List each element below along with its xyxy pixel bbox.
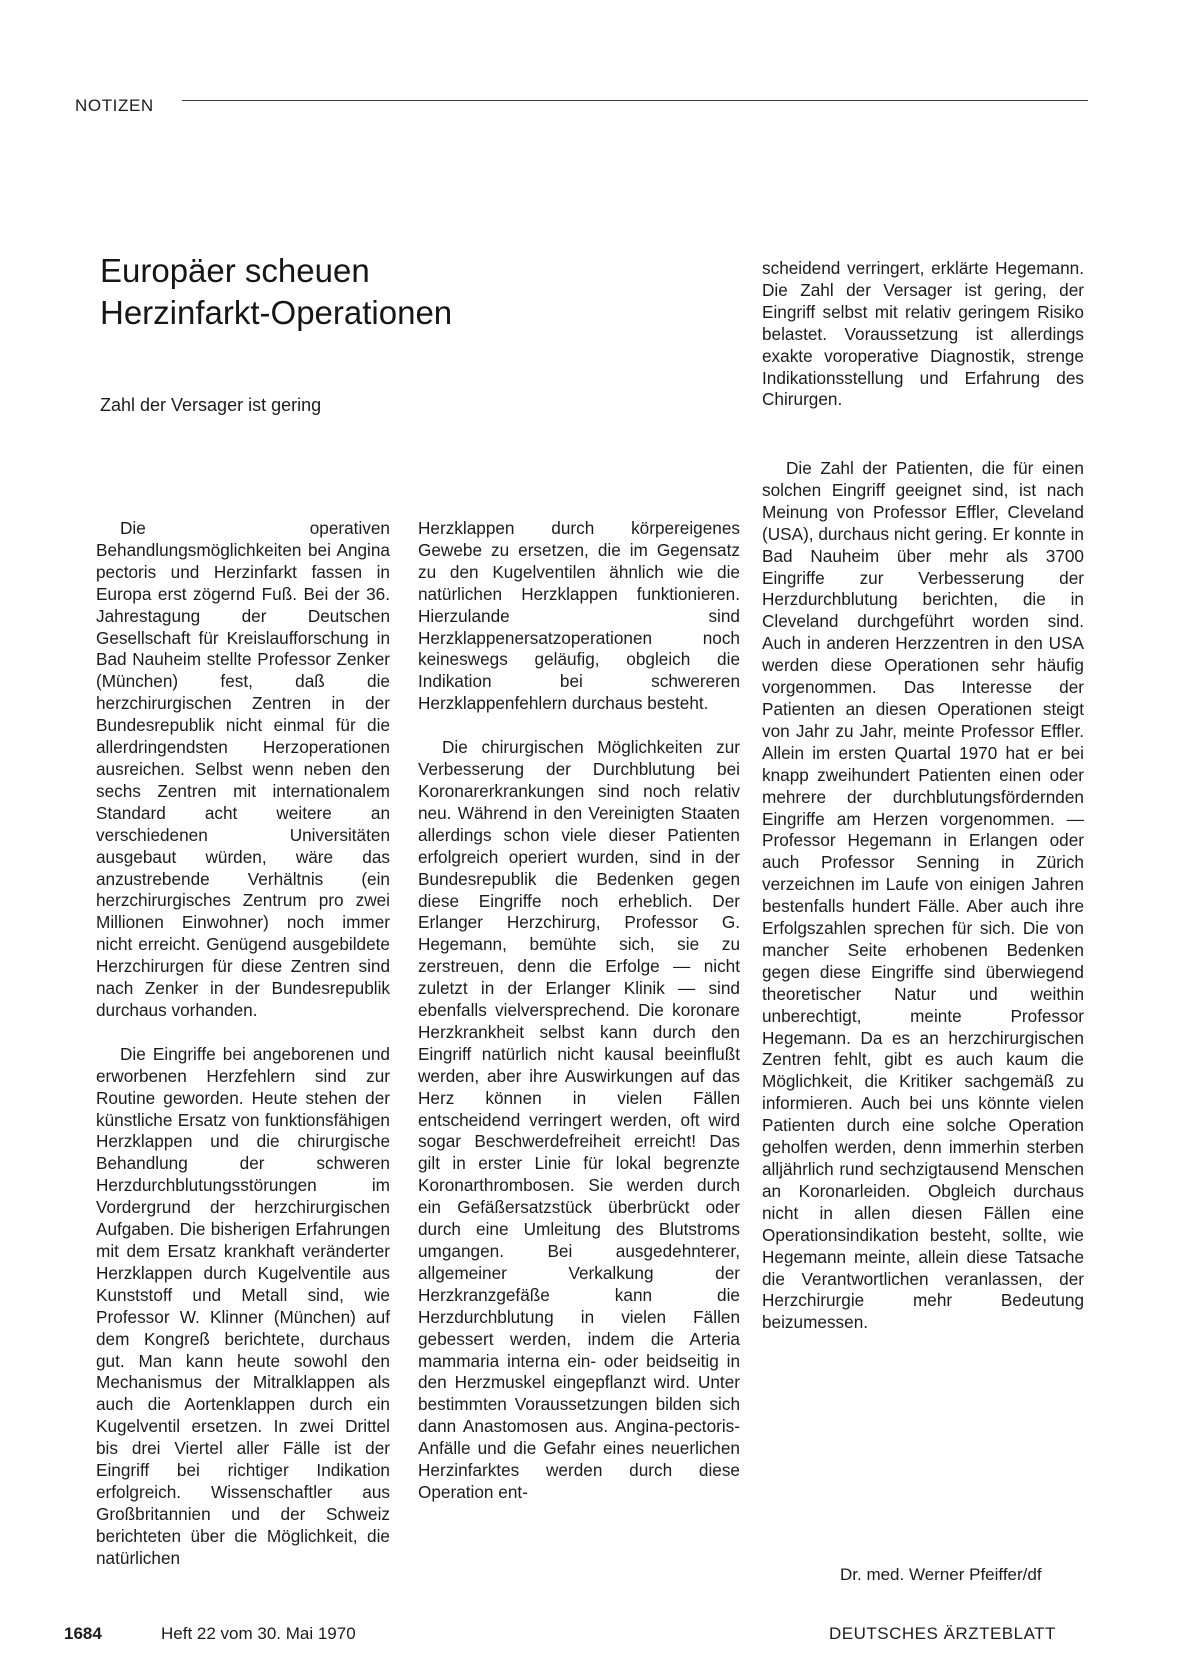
paragraph: Herzklappen durch körpereigenes Gewebe zu ersetzen, die im Gegensatz zu den Kugelventilen ähnlich wie die natürlichen Herzklappen funktionieren. Hierzulande sind Herzklappenersatzoperationen noch keineswegs geläufig, obgleich die Indikation bei schwereren Herzklappenfehlern durchaus besteht.	[418, 518, 740, 714]
article-subtitle: Zahl der Versager ist gering	[100, 395, 322, 415]
issue-info: Heft 22 vom 30. Mai 1970	[161, 1624, 356, 1643]
article-title-line-2: Herzinfarkt-Operationen	[100, 294, 453, 331]
section-rule	[182, 100, 1088, 101]
journal-name: DEUTSCHES ÄRZTEBLATT	[829, 1624, 1056, 1643]
text-column-1	[96, 518, 390, 1570]
text-column-2	[418, 518, 740, 1504]
paragraph: Die operativen Behandlungsmöglichkeiten bei Angina pectoris und Herzinfarkt fassen in Europa erst zögernd Fuß. Bei der 36. Jahrestagung der Deutschen Gesellschaft für Kreislaufforschung in Bad Nauheim stellte Professor Zenker (München) fest, daß die herzchirurgischen Zentren in der Bundesrepublik nicht einmal für die allerdringendsten Herzoperationen ausreichen. Selbst wenn neben den sechs Zentren mit internationalem Standard acht weitere an verschiedenen Universitäten ausgebaut würden, wäre das anzustrebende Verhältnis (ein herzchirurgisches Zentrum pro zwei Millionen Einwohner) noch immer nicht erreicht. Genügend ausgebildete Herzchirurgen für diese Zentren sind nach Zenker in der Bundesrepublik durchaus vorhanden.	[96, 518, 390, 1020]
paragraph: Die Zahl der Patienten, die für einen solchen Eingriff geeignet sind, ist nach Meinung von Professor Effler, Cleveland (USA), durchaus nicht gering. Er konnte in Bad Nauheim über mehr als 3700 Eingriffe zur Verbesserung der Herzdurchblutung berichten, die in Cleveland durchgeführt worden sind. Auch in anderen Herzzentren in den USA werden diese Operationen sehr häufig vorgenommen. Das Interesse der Patienten an diesen Operationen steigt von Jahr zu Jahr, meinte Professor Effler. Allein im ersten Quartal 1970 hat er bei knapp zweihundert Patienten einen oder mehrere der durchblutungsfördernden Eingriffe am Herzen vorgenommen. — Professor Hegemann in Erlangen oder auch Professor Senning in Zürich verzeichnen im Laufe von einigen Jahren bestenfalls hundert Fälle. Aber auch ihre Erfolgszahlen sprechen für sich. Die von mancher Seite erhobenen Bedenken gegen diese Eingriffe sind überwiegend theoretischer Natur und weithin unberechtigt, meinte Professor Hegemann. Da es an herzchirurgischen Zentren fehlt, gibt es auch kaum die Möglichkeit, die Kritiker sachgemäß zu informieren. Auch bei uns könnte vielen Patienten durch eine solche Operation geholfen werden, denn immerhin sterben alljährlich rund sechzigtausend Menschen an Koronarleiden. Obgleich durchaus nicht in allen diesen Fällen eine Operationsindikation besteht, sollte, wie Hegemann meinte, allein diese Tatsache die Verantwortlichen veranlassen, der Herzchirurgie mehr Bedeutung beizumessen.	[762, 458, 1084, 1333]
paragraph: scheidend verringert, erklärte Hegemann. Die Zahl der Versager ist gering, der Eingriff selbst mit relativ geringem Risiko belastet. Voraussetzung ist allerdings exakte voroperative Diagnostik, strenge Indikationsstellung und Erfahrung des Chirurgen.	[762, 258, 1084, 410]
text-column-3	[762, 458, 1084, 1334]
author-byline: Dr. med. Werner Pfeiffer/df	[840, 1565, 1042, 1584]
article-title	[100, 250, 452, 334]
paragraph: Die Eingriffe bei angeborenen und erworbenen Herzfehlern sind zur Routine geworden. Heute stehen der künstliche Ersatz von funktionsfähigen Herzklappen und die chirurgische Behandlung der schweren Herzdurchblutungsstörungen im Vordergrund der herzchirurgischen Aufgaben. Die bisherigen Erfahrungen mit dem Ersatz krankhaft veränderter Herzklappen durch Kugelventile aus Kunststoff und Metall sind, wie Professor W. Klinner (München) auf dem Kongreß berichtete, durchaus gut. Man kann heute sowohl den Mechanismus der Mitralklappen als auch die Aortenklappen durch ein Kugelventil ersetzen. In zwei Drittel bis drei Viertel aller Fälle ist der Eingriff bei richtiger Indikation erfolgreich. Wissenschaftler aus Großbritannien und der Schweiz berichteten über die Möglichkeit, die natürlichen	[96, 1043, 390, 1568]
page-number: 1684	[64, 1624, 102, 1643]
text-column-3-top	[762, 258, 1084, 411]
paragraph: Die chirurgischen Möglichkeiten zur Verbesserung der Durchblutung bei Koronarerkrankungen sind noch relativ neu. Während in den Vereinigten Staaten allerdings schon viele dieser Patienten erfolgreich operiert wurden, sind in der Bundesrepublik die Bedenken gegen diese Eingriffe noch erheblich. Der Erlanger Herzchirurg, Professor G. Hegemann, bemühte sich, sie zu zerstreuen, denn die Erfolge — nicht zuletzt in der Erlanger Klinik — sind ebenfalls vielversprechend. Die koronare Herzkrankheit selbst kann durch den Eingriff natürlich nicht kausal beeinflußt werden, aber ihre Auswirkungen auf das Herz können in vielen Fällen entscheidend verringert werden, oft wird sogar Beschwerdefreiheit erreicht! Das gilt in erster Linie für lokal begrenzte Koronarthrombosen. Sie werden durch ein Gefäßersatzstück überbrückt oder durch eine Umleitung des Blutstroms umgangen. Bei ausgedehnterer, allgemeiner Verkalkung der Herzkranzgefäße kann die Herzdurchblutung in vielen Fällen gebessert werden, indem die Arteria mammaria interna ein- oder beidseitig in den Herzmuskel eingepflanzt wird. Unter bestimmten Voraussetzungen bilden sich dann Anastomosen aus. Angina-pectoris-Anfälle und die Gefahr eines neuerlichen Herzinfarktes werden durch diese Operation ent-	[418, 737, 740, 1502]
section-label: NOTIZEN	[75, 96, 154, 115]
article-title-line-1: Europäer scheuen	[100, 252, 370, 289]
